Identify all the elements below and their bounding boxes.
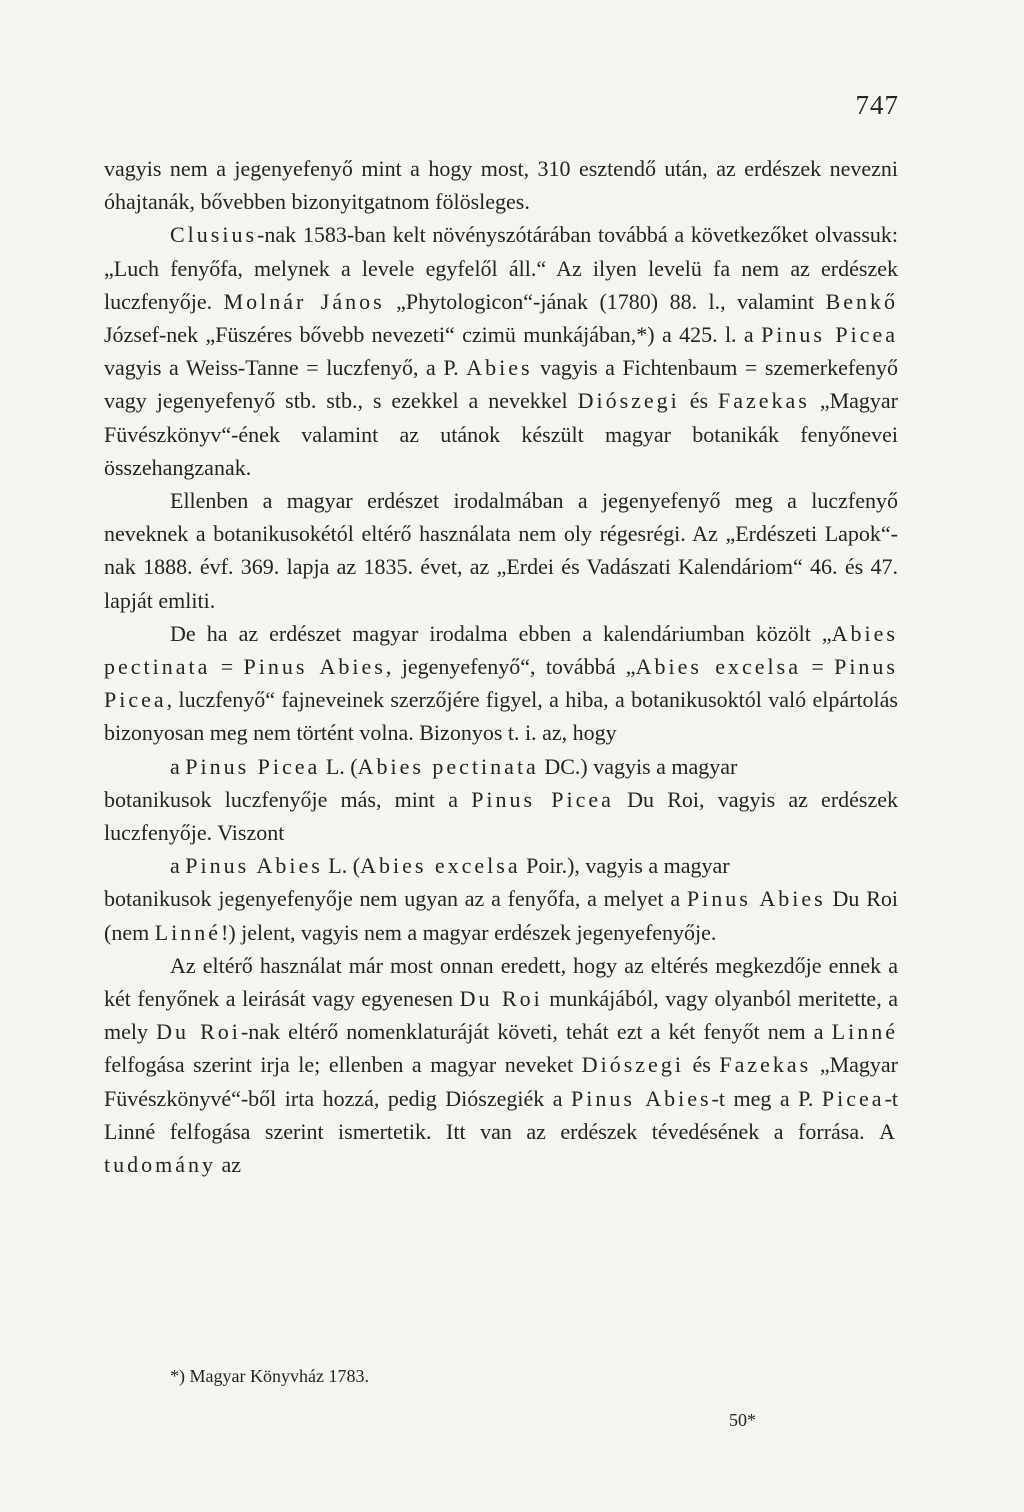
text-run: vagyis a Weiss-Tanne = luczfenyő, a P. (104, 355, 467, 381)
text-run: , jegenyefenyő“, továbbá „ (385, 654, 636, 680)
page-number: 747 (855, 90, 899, 120)
text-run: -nak eltérő nomenklaturáját követi, tehát ezt a két fenyőt nem a (240, 1019, 832, 1045)
spaced-name: Pinus Abies (185, 853, 323, 879)
text-run: József-nek „Füszéres bővebb nevezeti“ czimü munkájában,*) a 425. l. a (104, 322, 762, 348)
text-run: DC.) vagyis a magyar (538, 753, 738, 779)
text-run: a (170, 853, 186, 879)
text-run: !) jelent, vagyis nem a magyar erdészek jegenyefenyője. (221, 919, 717, 945)
footnote: *) Magyar Könyvház 1783. (170, 1366, 369, 1386)
spaced-name: Fazekas (718, 388, 810, 414)
text-run: és (679, 388, 719, 414)
text-run: vagyis a Fichtenbaum = szemerkefenyő vagy jegenyefenyő stb. stb., s ezekkel a nevekkel (104, 355, 898, 414)
spaced-name: Pinus Abies (243, 654, 386, 680)
paragraph (104, 484, 898, 617)
paragraph (104, 617, 898, 750)
latin-name-line (104, 750, 898, 783)
text-run: „Magyar Füvészkönyvé“-ből irta hozzá, pedig Diószegiék a (104, 1052, 898, 1111)
text-run: = (210, 654, 244, 680)
text-run: De ha az erdészet magyar irodalma ebben a kalendáriumban közölt „ (170, 620, 832, 646)
spaced-name: Abies pectinata (357, 753, 539, 779)
spaced-name: Pinus Picea (104, 654, 898, 713)
text-run: Du Roi (nem (104, 886, 898, 945)
paragraphs (104, 152, 898, 750)
text-run: a (170, 753, 186, 779)
main-text (104, 152, 898, 1181)
text-run: botanikusok jegenyefenyője nem ugyan az a fenyőfa, a melyet a (104, 886, 687, 912)
text-run: „Phytologicon“-jának (1780) 88. l., valamint (384, 288, 826, 314)
text-run: L. ( (322, 853, 361, 879)
spaced-name: A tudomány (104, 1118, 898, 1178)
text-run: -t meg a P. (711, 1085, 822, 1111)
paragraph (104, 882, 898, 948)
text-run: L. ( (320, 753, 358, 779)
spaced-name: Diószegi (577, 388, 680, 414)
spaced-name: Molnár János (223, 288, 385, 314)
spaced-name: Abies pectinata (104, 620, 898, 680)
spaced-name: Abies (466, 355, 533, 381)
spaced-name: Pinus Picea (471, 786, 614, 812)
text-run: és (683, 1052, 720, 1078)
text-run: munkájából, vagy olyanból meritette, a mely (104, 986, 898, 1045)
spaced-name: Diószegi (581, 1052, 684, 1078)
spaced-name: Linné (831, 1019, 898, 1045)
spaced-name: Pinus Picea (761, 322, 898, 348)
spaced-name: Pinus Abies (686, 886, 826, 912)
text-run: = (800, 654, 835, 680)
text-run: Poir.), vagyis a magyar (520, 853, 730, 879)
text-run: Du Roi, vagyis az erdészek luczfenyője. Viszont (104, 786, 898, 846)
paragraph (104, 949, 898, 1181)
text-run: , luczfenyő“ fajneveinek szerzőjére figyel, a hiba, a botanikusoktól való elpártolás bizonyosan meg nem történt volna. Bizonyos t. i. az, hogy (104, 687, 898, 746)
paragraph (104, 218, 898, 484)
paragraph (104, 783, 898, 849)
text-run: az (216, 1152, 242, 1178)
text-run: Ellenben a magyar erdészet irodalmában a jegenyefenyő meg a luczfenyő neveknek a botanikusokétól eltérő használata nem oly régesrégi. Az „Erdészeti Lapok“-nak 1888. évf. 369. lapja az 1835. évet, az „Erdei és Vadászati Kalendáriom“ 46. és 47. lapját emliti. (104, 488, 898, 613)
spaced-name: Clusius (170, 222, 258, 248)
text-run: -t Linné felfogása szerint ismertetik. Itt van az erdészek tévedésének a forrása. (104, 1085, 899, 1144)
spaced-name: Pinus Picea (185, 753, 321, 779)
spaced-name: Picea (821, 1085, 885, 1111)
spaced-name: Du Roi (459, 986, 543, 1012)
paragraph (104, 152, 898, 218)
text-run: vagyis nem a jegenyefenyő mint a hogy most, 310 esztendő után, az erdészek nevezni óhajtanák, bővebben bizonyitgatnom fölösleges. (104, 156, 898, 215)
spaced-name: Fazekas (719, 1052, 812, 1078)
text-run: -nak 1583-ban kelt növényszótárában továbbá a következőket olvassuk: „Luch fenyőfa, melynek a levele egyfelől áll.“ Az ilyen levelü fa nem az erdészek luczfenyője. (104, 222, 898, 314)
latin-name-line (104, 849, 898, 882)
spaced-name: Benkő (825, 288, 899, 314)
spaced-name: Abies excelsa (360, 853, 521, 879)
text-run: botanikusok luczfenyője más, mint a (104, 786, 472, 812)
text-run: „Magyar Füvészkönyv“-ének valamint az utánok készült magyar botanikák fenyőnevei összehangzanak. (104, 388, 899, 480)
text-run: Az eltérő használat már most onnan eredett, hogy az eltérés megkezdője ennek a két fenyőnek a leirását vagy egyenesen (104, 952, 898, 1012)
spaced-name: Du Roi (156, 1019, 241, 1045)
text-run: felfogása szerint irja le; ellenben a magyar neveket (104, 1052, 582, 1078)
spaced-name: Linné (154, 919, 222, 945)
spaced-name: Pinus Abies (571, 1085, 712, 1111)
signature-mark: 50* (729, 1410, 756, 1430)
spaced-name: Abies excelsa (635, 654, 801, 680)
